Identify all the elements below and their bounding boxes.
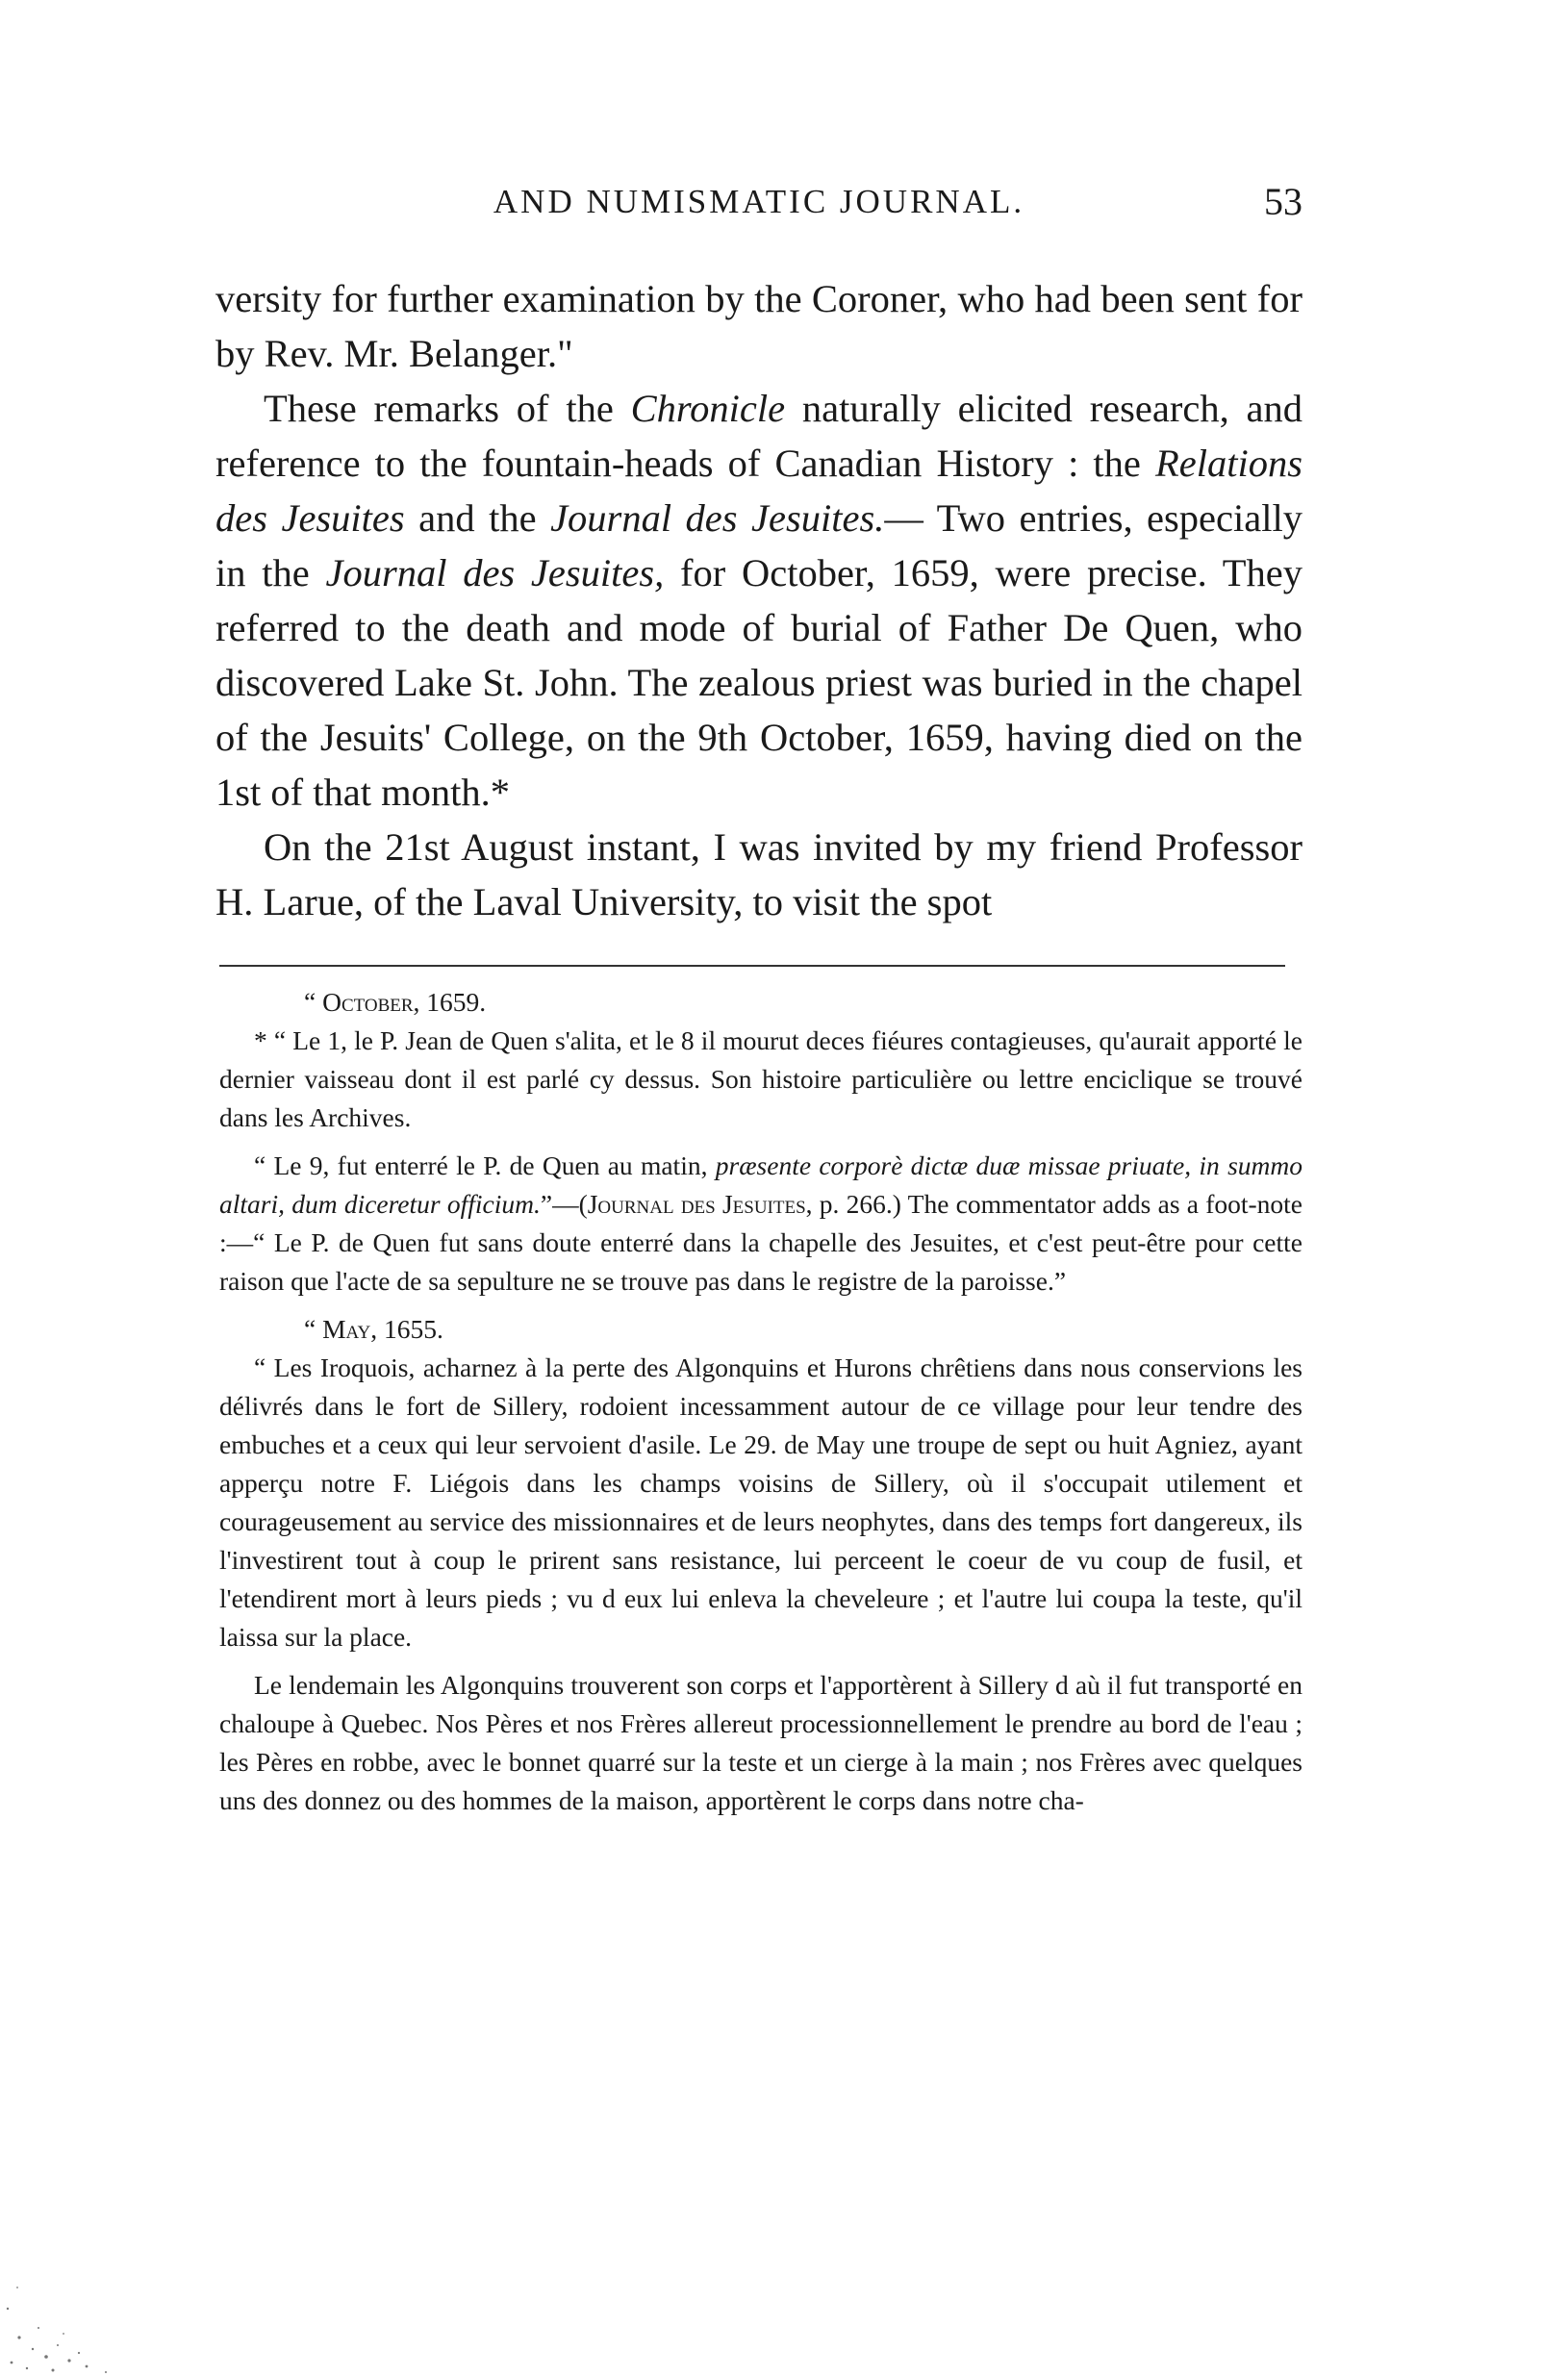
- footnote-de-quen-burial: [219, 1147, 1302, 1301]
- text-run: ”—(: [540, 1189, 588, 1219]
- paragraph-visit: On the 21st August instant, I was invited by my friend Professor H. Larue, of the Laval University, to visit the spot: [215, 825, 1302, 923]
- footnote-de-quen-illness: * “ Le 1, le P. Jean de Quen s'alita, et le 8 il mourut deces fiéures contagieuses, qu'aurait apporté le dernier vaisseau dont il est parlé cy dessus. Son histoire particulière ou lettre enciclique se trouvé dans les Archives.: [219, 1025, 1302, 1132]
- text-run: These remarks of the: [264, 387, 631, 430]
- paragraph-chronicle-remarks: [215, 381, 1302, 820]
- italic-title-chronicle: Chronicle: [630, 387, 786, 430]
- footnotes: [219, 983, 1302, 1820]
- paragraph-continuation: versity for further examination by the Coroner, who had been sent for by Rev. Mr. Belanger.": [215, 277, 1302, 375]
- italic-title-relations: Relations des Jesuites: [215, 442, 1302, 540]
- body-text: [215, 271, 1302, 929]
- text-run: naturally elicited research, and reference to the fountain-heads of Canadian History : the: [215, 387, 1302, 485]
- running-title: AND NUMISMATIC JOURNAL.: [493, 183, 1025, 220]
- footnote-rule: [219, 965, 1285, 967]
- page-number: 53: [1264, 180, 1302, 223]
- italic-title-journal: Journal des Jesuites,: [325, 551, 665, 594]
- footnote-iroquois-attack: “ Les Iroquois, acharnez à la perte des Algonquins et Hurons chrêtiens dans nous conservions les délivrés dans le fort de Sillery, rodoient incessamment autour de ce village pour leur tendre des embuches et a ceux qui leur servoient d'asile. Le 29. de May une troupe de sept ou huit Agniez, ayant apperçu notre F. Liégois dans les champs voisins de Sillery, où il s'occupait utilement et courageusement au service des missionnaires et de leurs neophytes, dans des temps fort dangereux, ils l'investirent tout à coup le prirent sans resistance, lui perceent le coeur de vu coup de fusil, et l'etendirent mort à leurs pieds ; vu d eux lui enleva la cheveleure ; et l'autre lui coupa la teste, qu'il laissa sur la place.: [219, 1352, 1302, 1652]
- latin-quote: præsente corporè dictæ duæ missae priuate, in summo altari, dum diceretur officium.: [219, 1150, 1302, 1219]
- text-run: “ Le 9, fut enterré le P. de Quen au matin,: [254, 1150, 716, 1180]
- footnote-date-may: “ May, 1655.: [304, 1314, 443, 1344]
- italic-title-journal: Journal des Jesuites.: [550, 496, 885, 540]
- running-head: [215, 180, 1302, 240]
- paper-speckle-decoration: [0, 2193, 250, 2376]
- source-citation: Journal des Jesuites,: [587, 1189, 813, 1219]
- footnote-procession: Le lendemain les Algonquins trouverent son corps et l'apportèrent à Sillery d aù il fut transporté en chaloupe à Quebec. Nos Pères et nos Frères allereut processionnellement le prendre au bord de l'eau ; les Pères en robbe, avec le bonnet quarré sur la teste et un cierge à la main ; nos Frères avec quelques uns des donnez ou des hommes de la maison, apportèrent le corps dans notre cha-: [219, 1670, 1302, 1815]
- footnote-date-october: “ October, 1659.: [304, 987, 487, 1017]
- text-run: — Two entries, especially in the: [215, 496, 1302, 594]
- text-run: and the: [404, 496, 551, 540]
- text-run: p. 266.) The commentator adds as a foot-note :—“ Le P. de Quen fut sans doute enterré dans la chapelle des Jesuites, et c'est peut-être pour cette raison que l'acte de sa sepulture ne se trouve pas dans le registre de la paroisse.”: [219, 1189, 1302, 1296]
- text-run: for October, 1659, were precise. They referred to the death and mode of burial of Father De Quen, who discovered Lake St. John. The zealous priest was buried in the chapel of the Jesuits' College, on the 9th October, 1659, having died on the 1st of that month.*: [215, 551, 1302, 814]
